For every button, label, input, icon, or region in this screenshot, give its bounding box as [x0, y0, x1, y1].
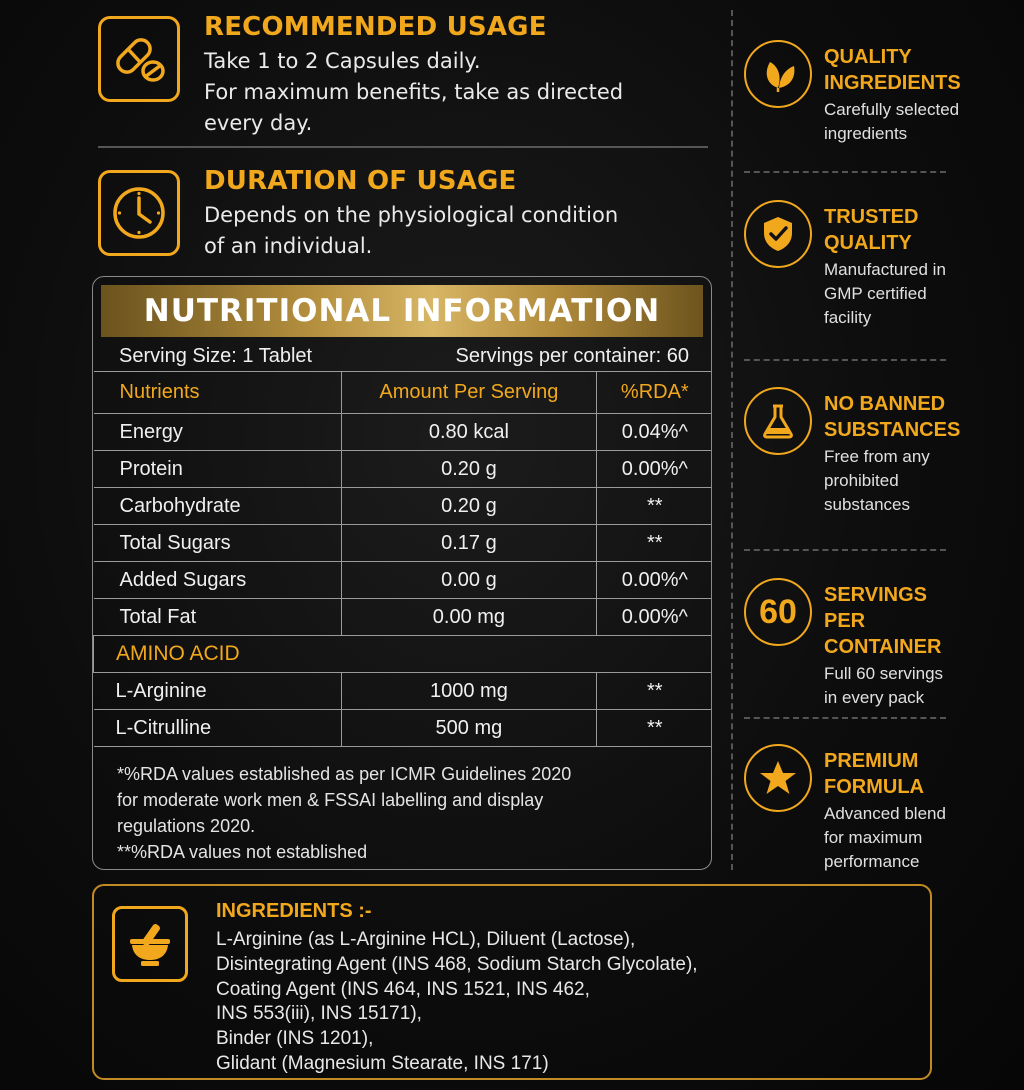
nutrient-rda: **	[597, 525, 712, 562]
footnote-line: *%RDA values established as per ICMR Guidelines 2020	[117, 764, 572, 784]
column-header: Nutrients	[94, 372, 342, 414]
column-header: %RDA*	[597, 372, 712, 414]
table-row	[94, 673, 713, 710]
table-row	[94, 599, 713, 636]
nutrient-rda: 0.00%^	[597, 599, 712, 636]
nutrient-rda: **	[597, 488, 712, 525]
nutrition-header-band	[101, 285, 703, 337]
nutrient-rda: **	[597, 673, 712, 710]
usage-line: every day.	[204, 111, 313, 135]
table-row	[94, 451, 713, 488]
nutrient-amount: 0.17 g	[341, 525, 596, 562]
column-divider	[731, 10, 733, 870]
shield-check-icon	[744, 200, 812, 268]
footnote-line: for moderate work men & FSSAI labelling and display	[117, 790, 544, 810]
feature-desc: Full 60 servings in every pack	[824, 664, 944, 707]
table-row	[94, 525, 713, 562]
nutrient-name: Total Fat	[94, 599, 342, 636]
divider	[744, 171, 946, 173]
flask-icon	[744, 387, 812, 455]
ingredient-line: Disintegrating Agent (INS 468, Sodium Starch Glycolate),	[216, 953, 698, 975]
feature-desc: Carefully selected ingredients	[824, 100, 960, 143]
ingredients-panel	[92, 884, 932, 1080]
ingredient-line: Coating Agent (INS 464, INS 1521, INS 462,	[216, 978, 590, 1000]
serving-size: Serving Size: 1 Tablet	[119, 344, 313, 367]
divider	[98, 146, 708, 148]
nutrient-amount: 0.00 g	[341, 562, 596, 599]
feature-servings-per-container	[744, 582, 954, 710]
duration-usage-title: DURATION OF USAGE	[204, 166, 517, 196]
divider	[744, 717, 946, 719]
nutrient-amount: 0.20 g	[341, 451, 596, 488]
nutrition-table	[93, 371, 712, 747]
servings-per-container: Servings per container: 60	[455, 344, 689, 367]
nutrient-name: Energy	[94, 414, 342, 451]
nutrient-name: Carbohydrate	[94, 488, 342, 525]
amino-acid-row	[94, 636, 713, 673]
table-row	[94, 710, 713, 747]
table-row	[94, 562, 713, 599]
feature-title: TRUSTED QUALITY	[824, 206, 919, 254]
mortar-pestle-icon	[112, 906, 188, 982]
nutrient-name: Protein	[94, 451, 342, 488]
serving-info	[119, 339, 689, 373]
nutrient-amount: 0.20 g	[341, 488, 596, 525]
column-header: Amount Per Serving	[341, 372, 596, 414]
divider	[744, 359, 946, 361]
usage-line: Take 1 to 2 Capsules daily.	[204, 49, 481, 73]
duration-usage-section	[98, 166, 710, 262]
feature-title: QUALITY INGREDIENTS	[824, 46, 961, 94]
nutrient-amount: 500 mg	[341, 710, 596, 747]
nutrient-rda: 0.04%^	[597, 414, 712, 451]
nutrient-rda: 0.00%^	[597, 451, 712, 488]
feature-desc: Manufactured in GMP certified facility	[824, 260, 946, 327]
recommended-usage-title: RECOMMENDED USAGE	[204, 12, 547, 42]
feature-title: PREMIUM FORMULA	[824, 750, 924, 798]
star-icon	[744, 744, 812, 812]
nutrient-name: L-Arginine	[94, 673, 342, 710]
feature-desc: Free from any prohibited substances	[824, 447, 930, 514]
amino-acid-label: AMINO ACID	[94, 636, 713, 673]
table-header-row	[94, 372, 713, 414]
sixty-badge-icon	[744, 578, 812, 646]
ingredients-title: INGREDIENTS :-	[216, 900, 372, 922]
footnote-line: regulations 2020.	[117, 816, 256, 836]
table-row	[94, 488, 713, 525]
feature-quality-ingredients	[744, 44, 961, 146]
ingredient-line: Glidant (Magnesium Stearate, INS 171)	[216, 1052, 549, 1074]
nutrient-name: L-Citrulline	[94, 710, 342, 747]
ingredients-list	[216, 928, 698, 1077]
servings-badge: 60	[759, 592, 797, 631]
rda-footnotes	[117, 761, 677, 865]
nutrient-amount: 0.00 mg	[341, 599, 596, 636]
nutrient-name: Total Sugars	[94, 525, 342, 562]
clock-icon	[98, 170, 180, 256]
nutritional-information-panel	[92, 276, 712, 870]
usage-line: of an individual.	[204, 234, 373, 258]
leaf-icon	[744, 40, 812, 108]
nutrient-rda: **	[597, 710, 712, 747]
ingredient-line: L-Arginine (as L-Arginine HCL), Diluent (Lactose),	[216, 929, 636, 950]
ingredient-line: Binder (INS 1201),	[216, 1028, 374, 1050]
footnote-line: **%RDA values not established	[117, 842, 368, 862]
usage-line: For maximum benefits, take as directed	[204, 80, 624, 104]
feature-trusted-quality	[744, 204, 954, 330]
divider	[744, 549, 946, 551]
nutrient-amount: 1000 mg	[341, 673, 596, 710]
nutrient-amount: 0.80 kcal	[341, 414, 596, 451]
nutrient-rda: 0.00%^	[597, 562, 712, 599]
recommended-usage-section	[98, 12, 710, 139]
usage-line: Depends on the physiological condition	[204, 203, 619, 227]
capsule-icon	[98, 16, 180, 102]
feature-title: SERVINGS PER CONTAINER	[824, 584, 942, 658]
feature-premium-formula	[744, 748, 954, 874]
nutrient-name: Added Sugars	[94, 562, 342, 599]
feature-no-banned-substances	[744, 391, 961, 517]
nutrition-title: NUTRITIONAL INFORMATION	[143, 293, 661, 329]
feature-title: NO BANNED SUBSTANCES	[824, 393, 961, 441]
table-row	[94, 414, 713, 451]
ingredient-line: INS 553(iii), INS 15171),	[216, 1003, 422, 1025]
feature-desc: Advanced blend for maximum performance	[824, 804, 946, 871]
